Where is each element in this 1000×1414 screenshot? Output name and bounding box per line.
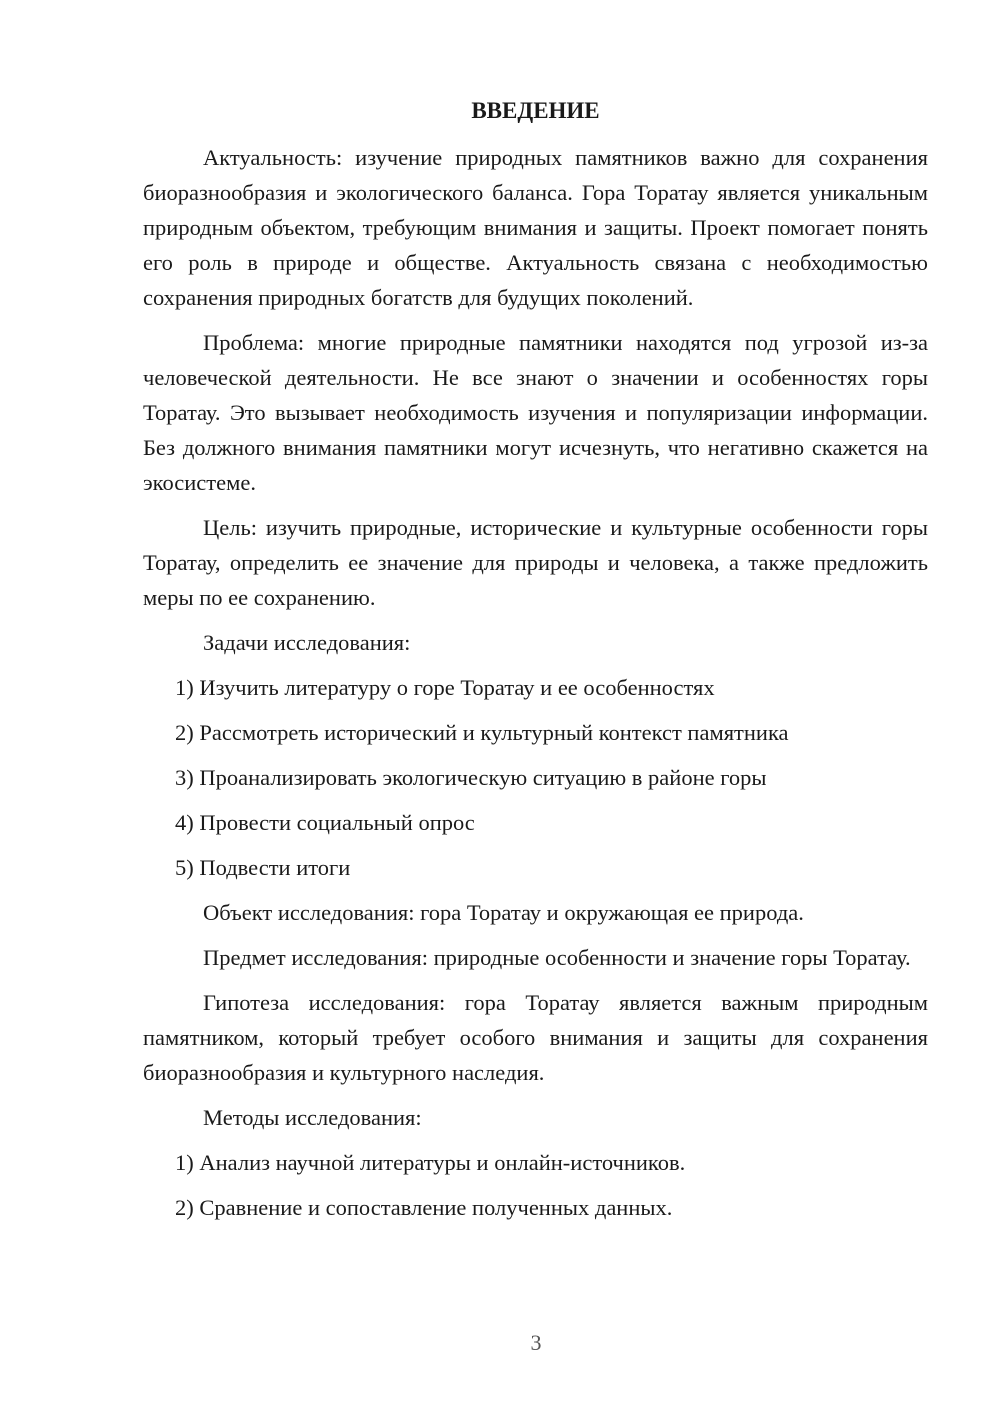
list-item: 2) Рассмотреть исторический и культурный контекст памятника [175, 720, 789, 745]
page-number: 3 [530, 1330, 542, 1355]
list-item: 4) Провести социальный опрос [175, 810, 475, 835]
relevance-paragraph: Актуальность: изучение природных памятников важно для сохранения биоразнообразия и экологического баланса. Гора Торатау является уникальным природным объектом, требующим внимания и защиты. Проект помогает понять его роль в природе и обществе. Актуальность связана с необходимостью сохранения природных богатств для будущих поколений. [143, 145, 928, 310]
methods-heading: Методы исследования: [203, 1105, 422, 1130]
section-title: ВВЕДЕНИЕ [471, 98, 600, 123]
list-item: 1) Изучить литературу о горе Торатау и ее особенностях [175, 675, 715, 700]
hypothesis-paragraph: Гипотеза исследования: гора Торатау является важным природным памятником, который требует особого внимания и защиты для сохранения биоразнообразия и культурного наследия. [143, 990, 928, 1085]
list-item: 2) Сравнение и сопоставление полученных данных. [175, 1195, 673, 1220]
list-item: 5) Подвести итоги [175, 855, 351, 880]
object-paragraph: Объект исследования: гора Торатау и окружающая ее природа. [203, 900, 804, 925]
methods-list [143, 1145, 928, 1225]
tasks-heading: Задачи исследования: [203, 630, 411, 655]
problem-paragraph: Проблема: многие природные памятники находятся под угрозой из-за человеческой деятельности. Не все знают о значении и особенностях горы Торатау. Это вызывает необходимость изучения и популяризации информации. Без должного внимания памятники могут исчезнуть, что негативно скажется на экосистеме. [143, 330, 928, 495]
list-item: 3) Проанализировать экологическую ситуацию в районе горы [175, 765, 767, 790]
tasks-list [143, 670, 928, 885]
list-item: 1) Анализ научной литературы и онлайн-источников. [175, 1150, 686, 1175]
subject-paragraph: Предмет исследования: природные особенности и значение горы Торатау. [203, 945, 911, 970]
goal-paragraph: Цель: изучить природные, исторические и культурные особенности горы Торатау, определить ее значение для природы и человека, а также предложить меры по ее сохранению. [143, 515, 928, 610]
document-page [143, 96, 928, 1235]
